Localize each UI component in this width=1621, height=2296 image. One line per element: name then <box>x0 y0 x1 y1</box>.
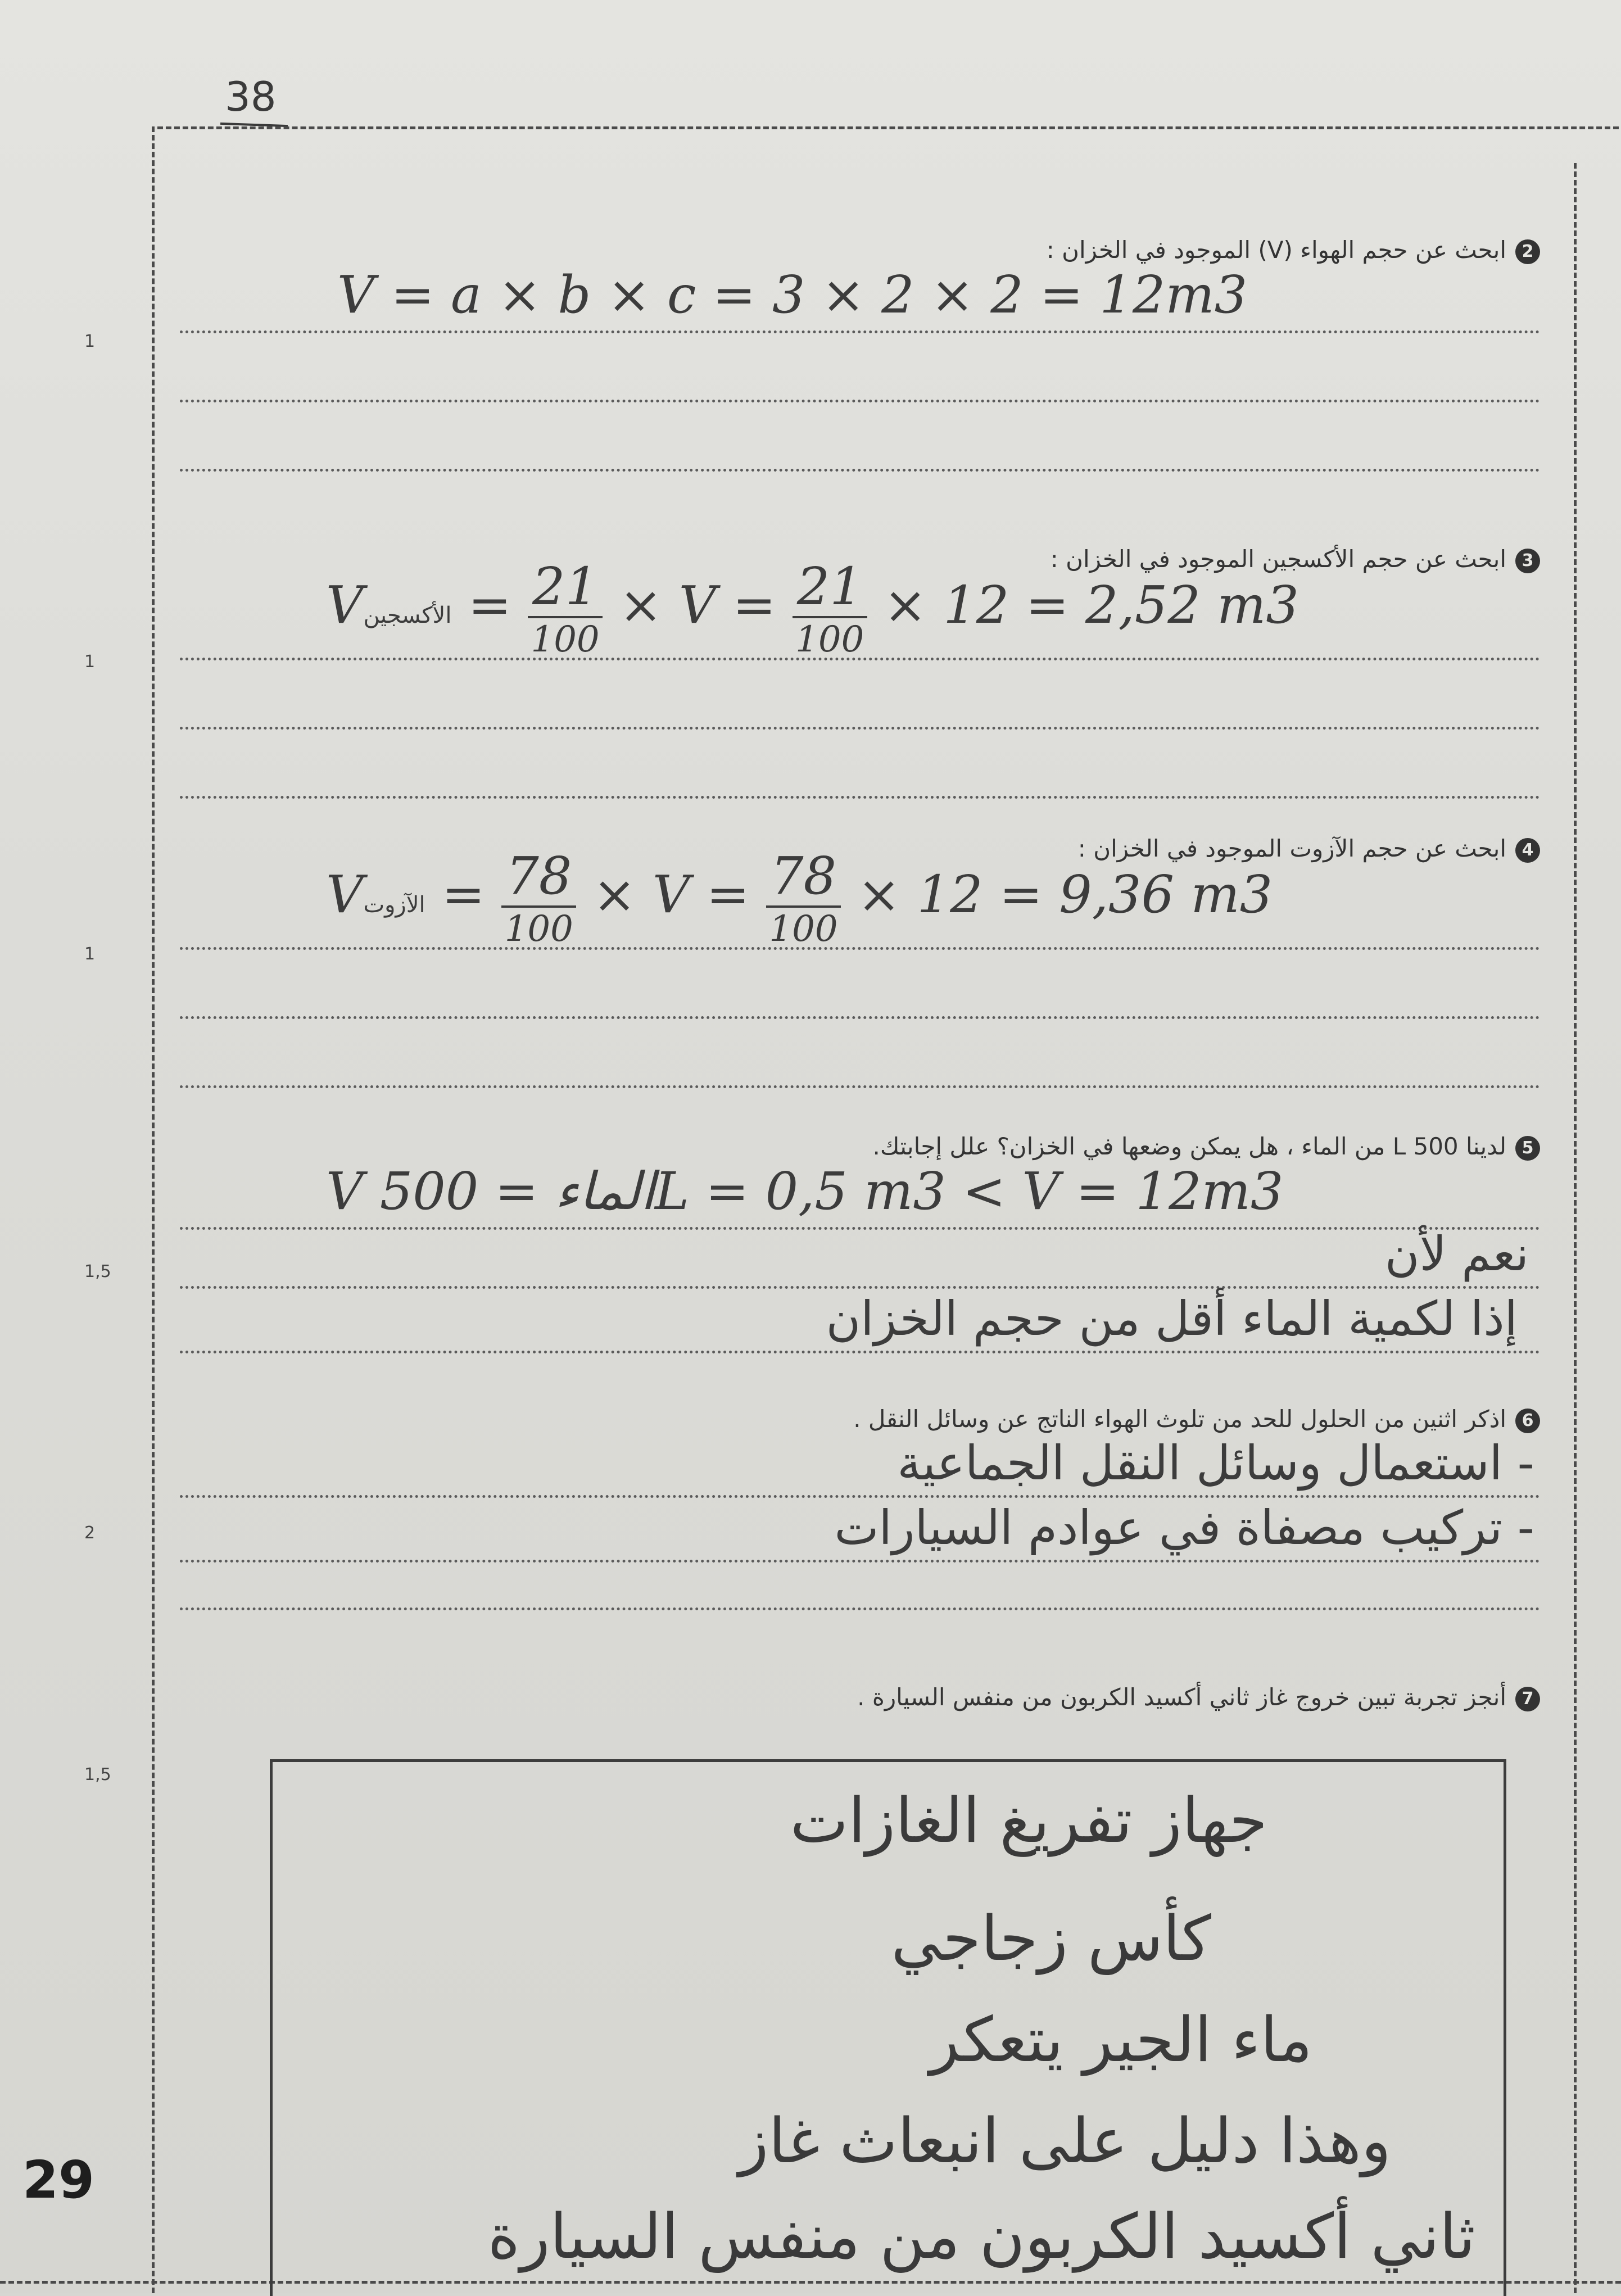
page-number-bottom: 29 <box>22 2150 95 2210</box>
question-5 <box>180 1133 1540 1353</box>
question-mark: 1 <box>84 944 96 964</box>
question-prompt: ابحث عن حجم الآزوت الموجود في الخزان : <box>1077 835 1506 862</box>
question-number-badge: 2 <box>1515 239 1540 264</box>
answer-line-blank <box>180 1563 1540 1610</box>
question-number-badge: 5 <box>1515 1136 1540 1161</box>
question-mark: 1 <box>84 332 96 351</box>
answer-line-blank <box>180 950 1540 1019</box>
question-number-badge: 3 <box>1515 549 1540 573</box>
handwritten-answer: نعم لأن <box>1384 1226 1529 1281</box>
fraction: $\frac{78}{100}$ <box>766 850 841 947</box>
handwritten-answer: كأس زجاجي <box>891 1903 1211 1975</box>
answer-line <box>180 1226 1540 1289</box>
question-mark: 1,5 <box>84 1262 111 1281</box>
question-mark: 2 <box>84 1523 96 1543</box>
question-number-badge: 7 <box>1515 1687 1540 1711</box>
question-2 <box>180 236 1540 472</box>
frame-border-top <box>157 126 1619 129</box>
answer-line-blank <box>180 1019 1540 1088</box>
question-prompt: ابحث عن حجم الهواء (V) الموجود في الخزان : <box>1046 236 1506 264</box>
question-prompt: لدينا 500 L من الماء ، هل يمكن وضعها في الخزان؟ علل إجابتك. <box>872 1133 1506 1160</box>
question-prompt: اذكر اثنين من الحلول للحد من تلوث الهواء الناتج عن وسائل النقل . <box>853 1405 1506 1433</box>
question-4 <box>180 835 1540 1088</box>
handwritten-answer: Vالآزوت = $\frac{78}{100}$ × V = $\frac{78}{100}$ × 12 = 9,36 m3 <box>326 845 1273 950</box>
handwritten-answer: ثاني أكسيد الكربون من منفس السيارة <box>487 2200 1475 2272</box>
handwritten-answer: V = a × b × c = 3 × 2 × 2 = 12m3 <box>337 264 1248 325</box>
handwritten-answer: Vالأكسجين = $\frac{21}{100}$ × V = $\frac{21}{100}$ × 12 = 2,52 m3 <box>326 556 1299 660</box>
answer-line <box>180 1433 1540 1498</box>
fraction: $\frac{21}{100}$ <box>528 561 603 658</box>
answer-line <box>180 264 1540 333</box>
handwritten-answer: - تركيب مصفاة في عوادم السيارات <box>834 1500 1534 1555</box>
question-prompt: ابحث عن حجم الأكسجين الموجود في الخزان : <box>1050 545 1506 573</box>
frame-border-right <box>1574 163 1577 2293</box>
answer-line <box>180 1498 1540 1563</box>
experiment-answer-box <box>270 1759 1506 2296</box>
question-number-badge: 4 <box>1515 838 1540 863</box>
fraction: $\frac{21}{100}$ <box>793 561 867 658</box>
page-number-top: 38 <box>225 73 277 120</box>
question-3 <box>180 545 1540 799</box>
answer-line <box>180 1161 1540 1230</box>
handwritten-answer: - استعمال وسائل النقل الجماعية <box>897 1435 1534 1491</box>
handwritten-answer: V الماء = 500L = 0,5 m3 < V = 12m3 <box>326 1161 1284 1221</box>
answer-line-blank <box>180 730 1540 799</box>
question-6 <box>180 1405 1540 1610</box>
question-mark: 1,5 <box>84 1765 111 1785</box>
answer-line-blank <box>180 402 1540 472</box>
handwritten-answer: إذا لكمية الماء أقل من حجم الخزان <box>826 1290 1518 1346</box>
answer-line <box>180 1289 1540 1353</box>
question-mark: 1 <box>84 652 96 672</box>
question-7 <box>180 1683 1540 1711</box>
handwritten-answer: وهذا دليل على انبعاث غاز <box>739 2105 1391 2177</box>
question-prompt: أنجز تجربة تبين خروج غاز ثاني أكسيد الكربون من منفس السيارة . <box>857 1683 1506 1711</box>
answer-line-blank <box>180 333 1540 402</box>
fraction: $\frac{78}{100}$ <box>501 850 576 947</box>
answer-line-blank <box>180 660 1540 730</box>
handwritten-answer: ماء الجير يتعكر <box>929 2004 1312 2076</box>
handwritten-answer: جهاز تفريغ الغازات <box>790 1785 1267 1856</box>
question-number-badge: 6 <box>1515 1409 1540 1433</box>
frame-border-left <box>152 126 155 2293</box>
